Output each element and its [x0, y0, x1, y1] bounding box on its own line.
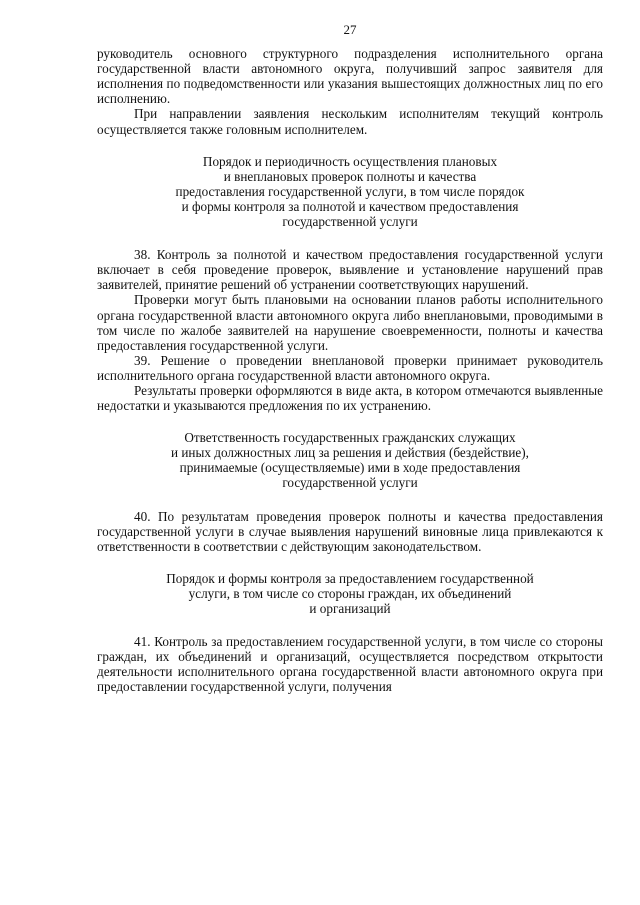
section-heading-inspections — [97, 154, 603, 229]
paragraph-multiple-executors: При направлении заявления нескольким исполнителям текущий контроль осуществляется также головным исполнителем. — [97, 106, 603, 137]
paragraph-38: 38. Контроль за полнотой и качеством предоставления государственной услуги включает в себя проведение проверок, выявление и установление нарушений прав заявителей, принятие решений об устранении соответствующих нарушений. — [97, 247, 603, 293]
section-heading-control-forms — [97, 571, 603, 616]
paragraph-41: 41. Контроль за предоставлением государственной услуги, в том числе со стороны граждан, их объединений и организаций, осуществляется посредством открытости деятельности исполнительного органа государственной власти автономного округа при предоставлении государственной услуги, получения — [97, 634, 603, 695]
heading-line: принимаемые (осуществляемые) ими в ходе предоставления — [179, 460, 521, 476]
heading-line: Ответственность государственных гражданских служащих — [184, 430, 516, 446]
section-heading-responsibility — [97, 430, 603, 490]
heading-line: государственной услуги — [282, 214, 418, 230]
page-number: 27 — [343, 22, 357, 37]
document-page — [97, 22, 603, 694]
heading-line: Порядок и формы контроля за предоставлением государственной — [166, 570, 534, 586]
heading-line: государственной услуги — [282, 475, 418, 491]
heading-line: и внеплановых проверок полноты и качества — [223, 168, 477, 184]
paragraph-39-results: Результаты проверки оформляются в виде акта, в котором отмечаются выявленные недостатки и указываются предложения по их устранению. — [97, 382, 603, 414]
heading-line: предоставления государственной услуги, в том числе порядок — [175, 183, 525, 199]
heading-line: и иных должностных лиц за решения и действия (бездействие), — [171, 445, 529, 461]
heading-line: Порядок и периодичность осуществления плановых — [202, 153, 498, 169]
heading-line: услуги, в том числе со стороны граждан, их объединений — [188, 585, 512, 601]
paragraph-continuation: руководитель основного структурного подразделения исполнительного органа государственной власти автономного округа, получивший запрос заявителя для исполнения по подведомственности или указания вышестоящих должностных лиц по его исполнению. — [97, 46, 603, 107]
paragraph-39: 39. Решение о проведении внеплановой проверки принимает руководитель исполнительного органа государственной власти автономного округа. — [97, 352, 603, 383]
paragraph-40: 40. По результатам проведения проверок полноты и качества предоставления государственной услуги в случае выявления нарушений виновные лица привлекаются к ответственности в соответствии с действующим законодательством. — [97, 508, 603, 554]
paragraph-38-inspections: Проверки могут быть плановыми на основании планов работы исполнительного органа государственной власти автономного округа либо внеплановыми, проводимыми в том числе по жалобе заявителей на нарушение своевременности, полноты и качества предоставления государственной услуги. — [97, 292, 603, 353]
heading-line: и организаций — [309, 601, 391, 616]
heading-line: и формы контроля за полнотой и качеством предоставления — [181, 198, 519, 214]
